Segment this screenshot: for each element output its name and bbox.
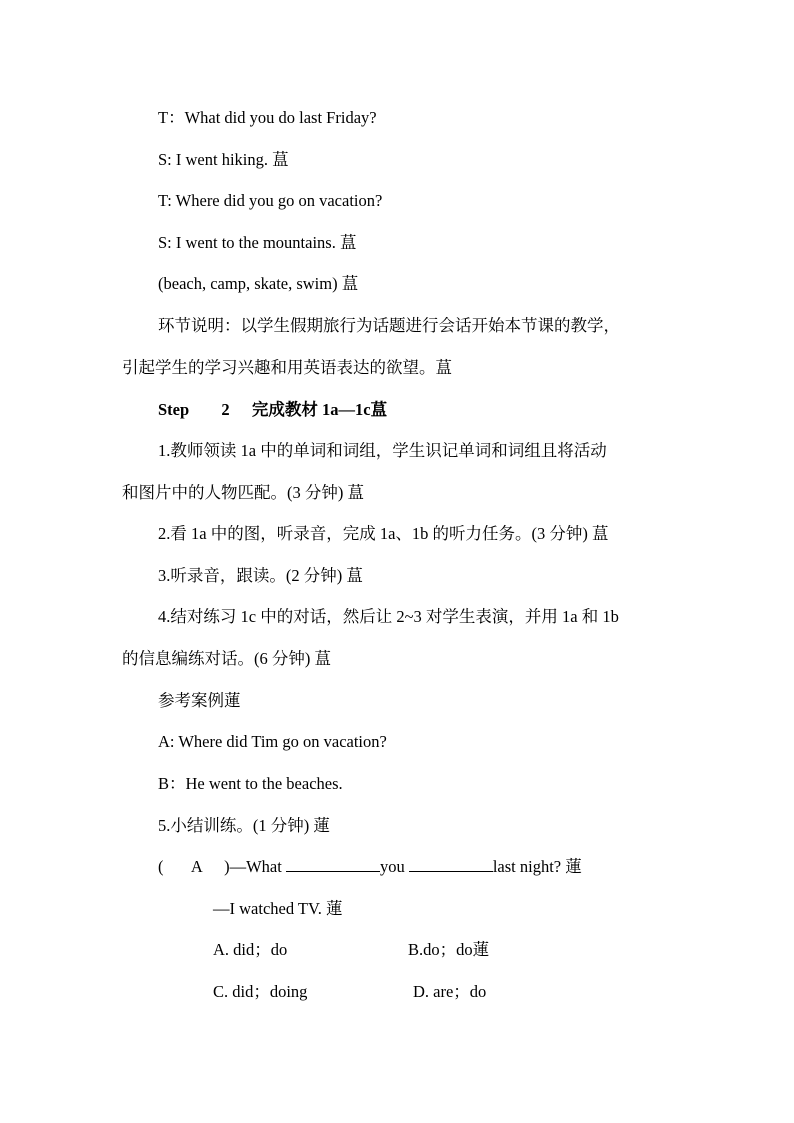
- step-title: 完成教材 1a—1c蒀: [251, 400, 388, 419]
- answer-blank: [286, 857, 380, 872]
- instruction-line: 3.听录音，跟读。(2 分钟) 蒀: [158, 566, 363, 585]
- question-start: )—What: [224, 857, 282, 876]
- answer-bracket-open: (: [158, 857, 164, 876]
- vocabulary-line: (beach, camp, skate, swim) 蒀: [158, 274, 359, 293]
- example-heading: 参考案例蓮: [158, 691, 241, 710]
- dialogue-line: T: Where did you go on vacation?: [158, 191, 383, 210]
- instruction-line: 2.看 1a 中的图，听录音，完成 1a、1b 的听力任务。(3 分钟) 蒀: [158, 524, 609, 543]
- step-number: 2: [221, 400, 230, 419]
- example-line: A: Where did Tim go on vacation?: [158, 732, 387, 751]
- option-b: B.do；do蓮: [408, 940, 490, 959]
- step-label: Step: [158, 400, 190, 419]
- note-line: 引起学生的学习兴趣和用英语表达的欲望。蒀: [122, 358, 452, 377]
- note-line: 环节说明：以学生假期旅行为话题进行会话开始本节课的教学，: [158, 316, 620, 335]
- dialogue-line: T：What did you do last Friday?: [158, 108, 377, 127]
- quiz-question: [158, 857, 582, 877]
- option-a: A. did；do: [213, 940, 288, 959]
- question-end: last night? 蓮: [492, 857, 582, 876]
- instruction-line: 的信息编练对话。(6 分钟) 蒀: [122, 649, 331, 668]
- option-d: D. are；do: [413, 982, 487, 1001]
- instruction-line: 4.结对练习 1c 中的对话，然后让 2~3 对学生表演，并用 1a 和 1b: [158, 607, 619, 626]
- instruction-line: 5.小结训练。(1 分钟) 蓮: [158, 816, 330, 835]
- option-c: C. did；doing: [213, 982, 308, 1001]
- step-heading: [158, 400, 387, 420]
- example-line: B：He went to the beaches.: [158, 774, 343, 793]
- answer-choice: A: [190, 857, 202, 876]
- question-middle: you: [379, 857, 405, 876]
- dialogue-line: S: I went hiking. 蒀: [158, 150, 289, 169]
- dialogue-line: S: I went to the mountains. 蒀: [158, 233, 357, 252]
- quiz-reply: —I watched TV. 蓮: [213, 899, 343, 918]
- instruction-line: 1.教师领读 1a 中的单词和词组，学生识记单词和词组且将活动: [158, 441, 607, 460]
- instruction-line: 和图片中的人物匹配。(3 分钟) 蒀: [122, 483, 364, 502]
- answer-blank: [409, 857, 493, 872]
